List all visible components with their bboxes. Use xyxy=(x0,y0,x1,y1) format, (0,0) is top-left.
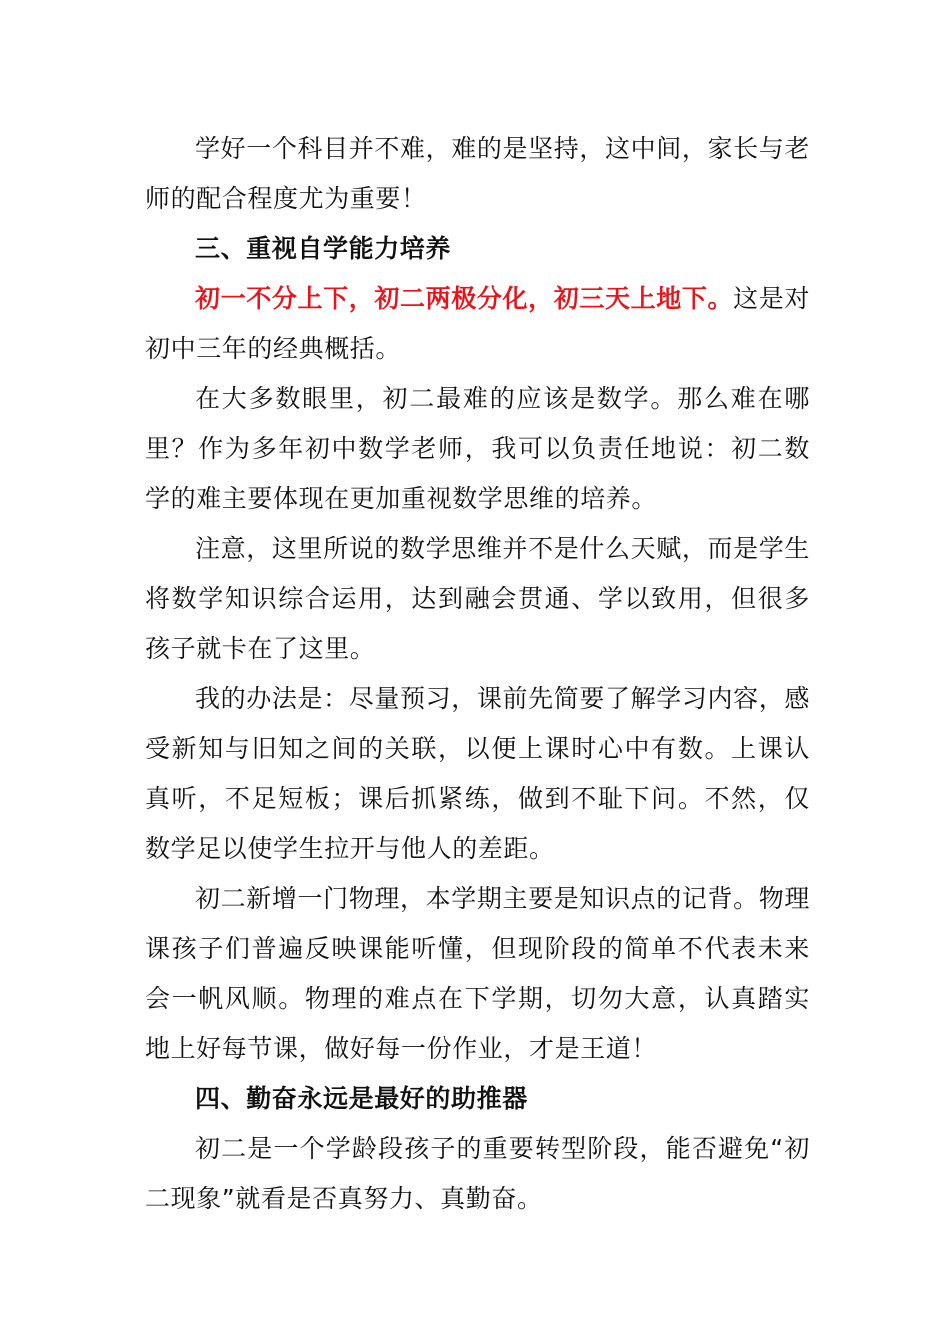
paragraph-math-difficulty: 在大多数眼里，初二最难的应该是数学。那么难在哪里？作为多年初中数学老师，我可以负责任地说：初二数学的难主要体现在更加重视数学思维的培养。 xyxy=(145,384,810,513)
document-page xyxy=(145,124,810,1224)
section-heading-diligence: 四、勤奋永远是最好的助推器 xyxy=(195,1084,528,1113)
paragraph-text: 这是对初中三年的经典概括。 xyxy=(145,284,810,363)
paragraph-physics: 初二新增一门物理，本学期主要是知识点的记背。物理课孩子们普遍反映课能听懂，但现阶段的简单不代表未来会一帆风顺。物理的难点在下学期，切勿大意，认真踏实地上好每节课，做好每一份作业，才是王道！ xyxy=(145,884,810,1063)
paragraph-transition: 初二是一个学龄段孩子的重要转型阶段，能否避免“初二现象”就看是否真努力、真勤奋。 xyxy=(145,1134,810,1213)
paragraph-method: 我的办法是：尽量预习，课前先简要了解学习内容，感受新知与旧知之间的关联，以便上课时心中有数。上课认真听，不足短板；课后抓紧练，做到不耻下问。不然，仅数学足以使学生拉开与他人的差距。 xyxy=(145,684,810,863)
paragraph-three-years-summary xyxy=(145,274,810,374)
highlighted-quote: 初一不分上下，初二两极分化，初三天上地下。 xyxy=(195,284,734,313)
paragraph-persistence: 学好一个科目并不难，难的是坚持，这中间，家长与老师的配合程度尤为重要！ xyxy=(145,134,810,213)
paragraph-math-thinking: 注意，这里所说的数学思维并不是什么天赋，而是学生将数学知识综合运用，达到融会贯通、学以致用，但很多孩子就卡在了这里。 xyxy=(145,534,810,663)
section-heading-self-study: 三、重视自学能力培养 xyxy=(195,234,452,263)
